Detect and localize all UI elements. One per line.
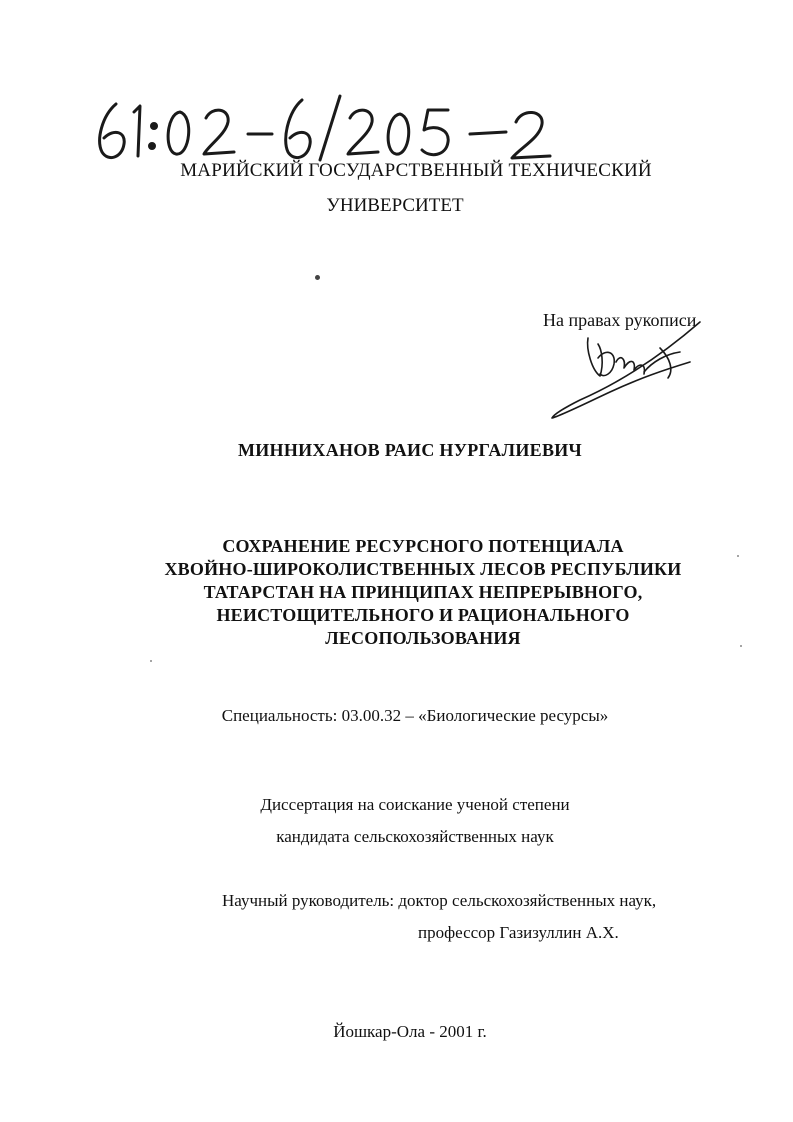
handwritten-archive-code [88, 82, 568, 172]
scan-speck [737, 555, 739, 557]
dissertation-degree-line2: кандидата сельскохозяйственных наук [276, 827, 554, 846]
city-year: Йошкар-Ола - 2001 г. [333, 1022, 487, 1041]
supervisor-line1: Научный руководитель: доктор сельскохозяйственных наук, [222, 891, 657, 910]
manuscript-rights-note: На правах рукописи [543, 310, 697, 330]
scan-speck [740, 645, 742, 647]
signature [540, 318, 720, 428]
title-line: ЛЕСОПОЛЬЗОВАНИЯ [325, 628, 521, 648]
dissertation-title [100, 535, 746, 650]
institution-name-line1: МАРИЙСКИЙ ГОСУДАРСТВЕННЫЙ ТЕХНИЧЕСКИЙ [180, 160, 652, 181]
title-line: ХВОЙНО-ШИРОКОЛИСТВЕННЫХ ЛЕСОВ РЕСПУБЛИКИ [164, 559, 682, 579]
scan-speck [150, 660, 152, 662]
title-line: НЕИСТОЩИТЕЛЬНОГО И РАЦИОНАЛЬНОГО [216, 605, 630, 625]
ink-speck [315, 275, 320, 280]
dissertation-degree-line1: Диссертация на соискание ученой степени [260, 795, 570, 814]
supervisor-line2: профессор Газизуллин А.Х. [418, 923, 619, 942]
author-name: МИННИХАНОВ РАИС НУРГАЛИЕВИЧ [237, 440, 583, 460]
specialty: Специальность: 03.00.32 – «Биологические ресурсы» [221, 706, 609, 725]
title-line: ТАТАРСТАН НА ПРИНЦИПАХ НЕПРЕРЫВНОГО, [203, 582, 643, 602]
institution-name-line2: УНИВЕРСИТЕТ [326, 195, 464, 216]
title-line: СОХРАНЕНИЕ РЕСУРСНОГО ПОТЕНЦИАЛА [222, 536, 624, 556]
